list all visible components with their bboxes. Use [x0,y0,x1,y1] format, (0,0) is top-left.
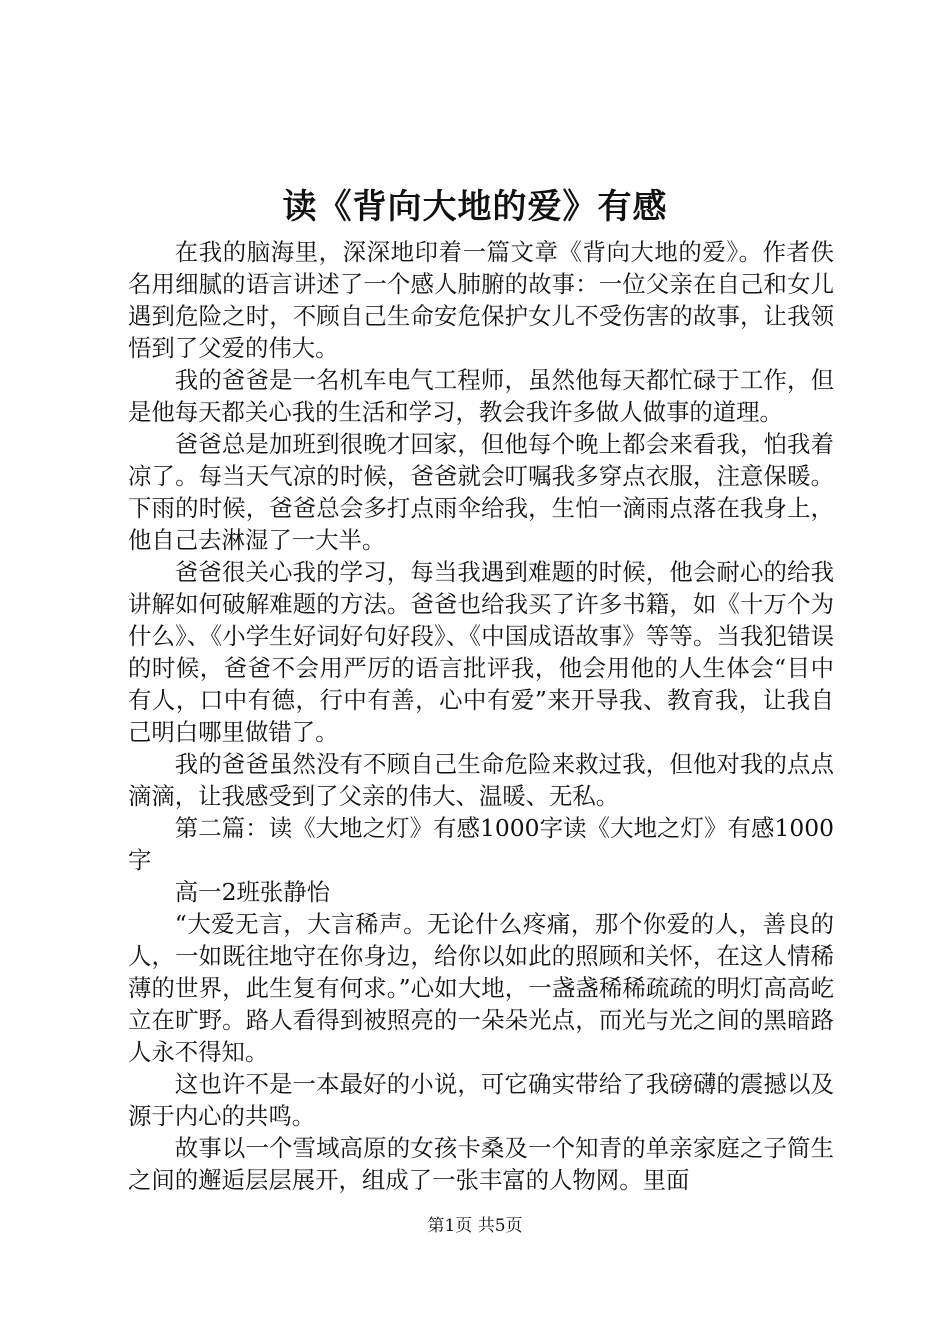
paragraph: 爸爸总是加班到很晚才回家，但他每个晚上都会来看我，怕我着凉了。每当天气凉的时候，爸爸就会叮嘱我多穿点衣服，注意保暖。下雨的时候，爸爸总会多打点雨伞给我，生怕一滴雨点落在我身上，他自己去淋湿了一大半。 [128,430,834,554]
document-title: 读《背向大地的爱》有感 [282,187,668,227]
paragraph: 我的爸爸虽然没有不顾自己生命危险来救过我，但他对我的点点滴滴，让我感受到了父亲的伟大、温暖、无私。 [128,750,834,810]
page-footer: 第1页 共5页 [427,1216,523,1236]
paragraph: 故事以一个雪域高原的女孩卡桑及一个知青的单亲家庭之子简生之间的邂逅层层展开，组成了一张丰富的人物网。里面 [128,1134,834,1194]
paragraph: 我的爸爸是一名机车电气工程师，虽然他每天都忙碌于工作，但是他每天都关心我的生活和学习，教会我许多做人做事的道理。 [128,366,834,426]
paragraph: “大爱无言，大言稀声。无论什么疼痛，那个你爱的人，善良的人，一如既往地守在你身边，给你以如此的照顾和关怀，在这人情稀薄的世界，此生复有何求。”心如大地，一盏盏稀稀疏疏的明灯高高屹立在旷野。路人看得到被照亮的一朵朵光点，而光与光之间的黑暗路人永不得知。 [128,910,834,1066]
paragraph: 这也许不是一本最好的小说，可它确实带给了我磅礴的震撼以及源于内心的共鸣。 [128,1070,834,1130]
document-body [128,236,834,1196]
paragraph: 在我的脑海里，深深地印着一篇文章《背向大地的爱》。作者佚名用细腻的语言讲述了一个感人肺腑的故事：一位父亲在自己和女儿遇到危险之时，不顾自己生命安危保护女儿不受伤害的故事，让我领悟到了父爱的伟大。 [128,238,834,362]
paragraph: 爸爸很关心我的学习，每当我遇到难题的时候，他会耐心的给我讲解如何破解难题的方法。爸爸也给我买了许多书籍，如《十万个为什么》、《小学生好词好句好段》、《中国成语故事》等等。当我犯错误的时候，爸爸不会用严厉的语言批评我，他会用他的人生体会“目中有人，口中有德，行中有善，心中有爱”来开导我、教育我，让我自己明白哪里做错了。 [128,558,834,746]
author-line: 高一2班张静怡 [174,878,331,906]
section-heading: 第二篇：读《大地之灯》有感1000字读《大地之灯》有感1000字 [128,814,834,874]
